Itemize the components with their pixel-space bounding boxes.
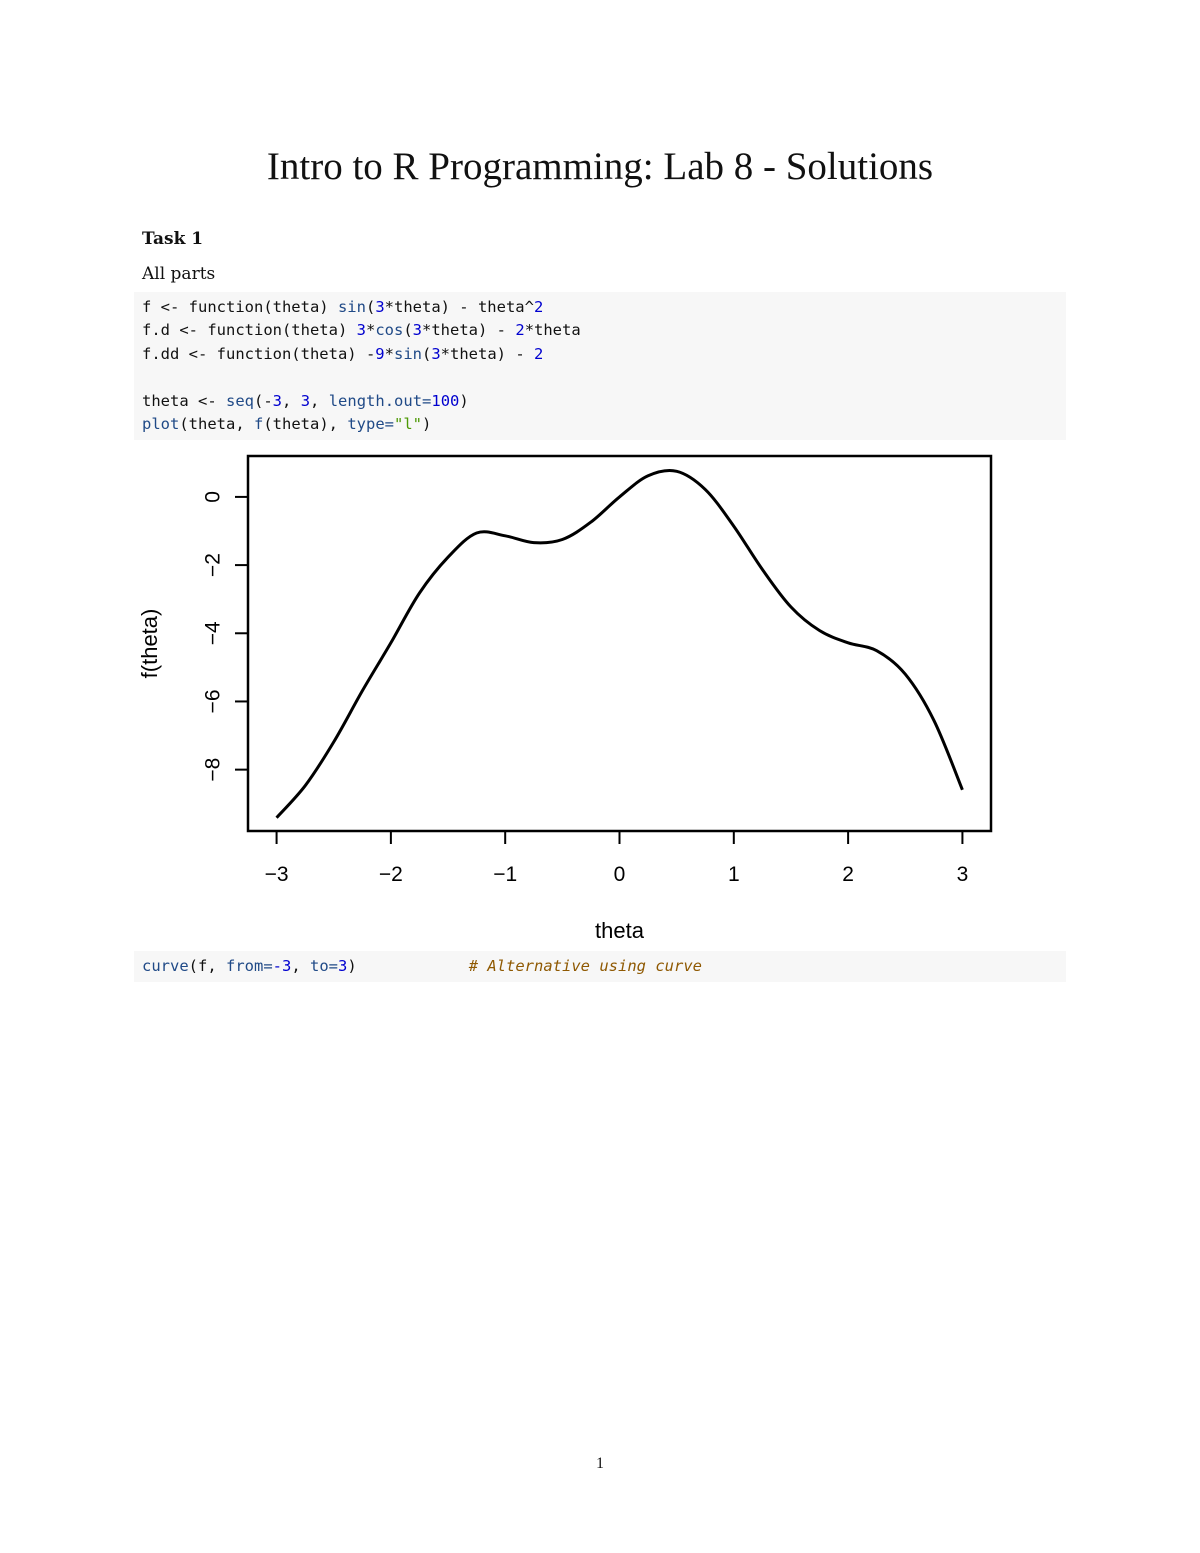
y-axis-label: f(theta)	[136, 608, 162, 679]
document-title: Intro to R Programming: Lab 8 - Solutions	[266, 145, 934, 188]
code-token: 3	[412, 321, 423, 339]
code-token: (	[421, 345, 432, 363]
code-token: cos	[375, 321, 404, 339]
code-comment: # Alternative using curve	[468, 957, 702, 975]
paragraph-text: All parts	[142, 264, 216, 284]
plot-frame	[248, 456, 991, 831]
code-line	[142, 956, 702, 976]
code-token: *theta) -	[440, 345, 534, 363]
code-token: *theta	[524, 321, 581, 339]
code-token: sin	[393, 345, 422, 363]
code-token: from=	[226, 957, 273, 975]
x-tick-label: −1	[493, 863, 518, 886]
x-tick-label: 2	[842, 863, 854, 886]
code-token: (theta,	[179, 415, 254, 433]
x-axis-label: theta	[595, 918, 644, 943]
code-token: 3	[431, 345, 441, 363]
code-token: type=	[347, 415, 394, 433]
code-token: *	[365, 321, 376, 339]
code-token: 2	[515, 321, 525, 339]
code-token: )	[459, 392, 469, 410]
code-token: (	[403, 321, 413, 339]
code-token: f	[253, 415, 264, 433]
code-line	[142, 320, 581, 340]
code-token: )	[422, 415, 432, 433]
code-token: 2	[534, 345, 544, 363]
series-line	[277, 470, 963, 817]
x-tick-label: −3	[264, 863, 289, 886]
code-token: sin	[337, 298, 366, 316]
y-tick-label: −6	[201, 689, 225, 714]
code-line	[142, 344, 543, 364]
code-token: length.out=	[328, 392, 432, 410]
code-token: 3	[356, 321, 366, 339]
code-token: ,	[282, 392, 301, 410]
code-token: *theta) - theta^	[384, 298, 534, 316]
code-token: f <- function(theta)	[142, 298, 338, 316]
code-token: to=	[310, 957, 339, 975]
y-tick-label: 0	[201, 491, 225, 503]
code-token: ,	[310, 392, 329, 410]
code-token: 3	[300, 392, 311, 410]
code-block	[134, 951, 1066, 982]
code-token: -3	[272, 957, 292, 975]
code-token: theta <-	[142, 392, 226, 410]
code-line	[142, 414, 431, 434]
code-token: 3	[338, 957, 348, 975]
y-tick-label: −4	[201, 621, 225, 646]
x-tick-label: −2	[378, 863, 403, 886]
code-token: 100	[431, 392, 460, 410]
code-token: curve	[142, 957, 189, 975]
x-tick-label: 1	[727, 863, 740, 886]
code-token: f.d <- function(theta)	[142, 321, 357, 339]
code-token: *	[384, 345, 394, 363]
code-token: seq	[226, 392, 254, 410]
code-spacer	[357, 957, 469, 975]
y-tick-label: −8	[201, 757, 225, 782]
code-token: 9	[375, 345, 385, 363]
section-heading: Task 1	[142, 229, 204, 249]
code-token: (f,	[188, 957, 226, 975]
code-token: (-	[254, 392, 273, 410]
page-number: 1	[596, 1455, 604, 1472]
code-token: "l"	[394, 415, 422, 433]
code-token: 3	[375, 298, 385, 316]
code-block	[134, 292, 1066, 440]
code-token: (	[365, 298, 376, 316]
x-tick-label: 3	[956, 863, 969, 886]
code-line	[142, 297, 543, 317]
x-tick-label: 0	[613, 863, 626, 886]
code-token: 3	[272, 392, 283, 410]
code-token: (theta),	[263, 415, 348, 433]
code-token: plot	[142, 415, 180, 433]
y-tick-label: −2	[201, 553, 225, 578]
code-token: )	[347, 957, 357, 975]
code-token: 2	[533, 298, 544, 316]
code-token: f.dd <- function(theta) -	[142, 345, 376, 363]
code-token: ,	[291, 957, 311, 975]
code-token: *theta) -	[422, 321, 516, 339]
code-line	[142, 391, 469, 411]
line-chart	[134, 448, 1066, 946]
